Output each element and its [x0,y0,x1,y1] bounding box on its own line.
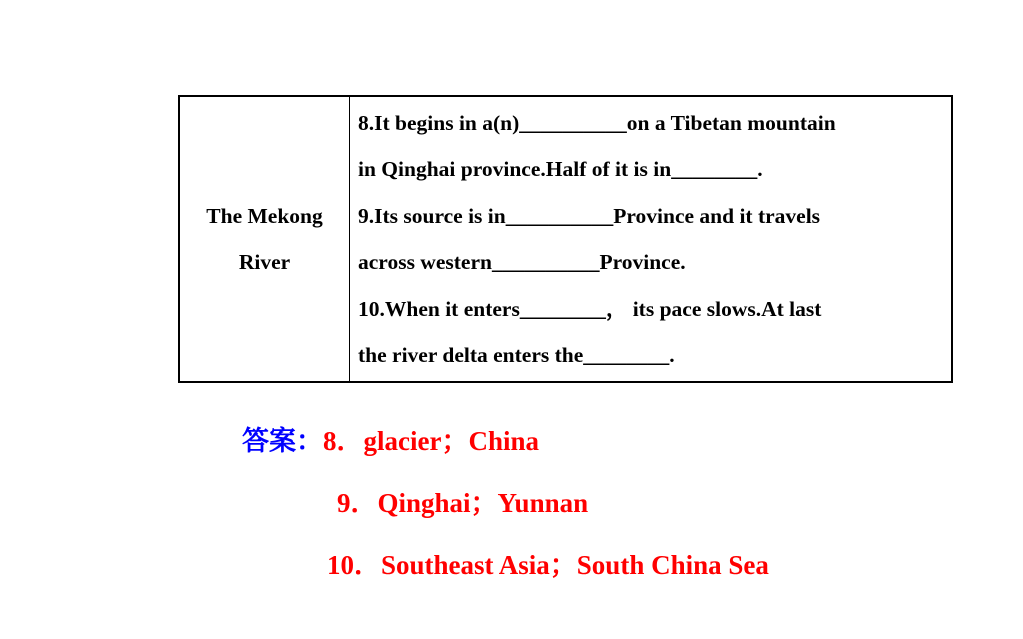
answer-label: 答案： [242,426,323,456]
answer-line-9 [337,481,588,520]
question-9-line2: across western__________Province. [358,250,686,274]
answer-line-8 [242,419,539,458]
table-row [179,96,952,382]
question-8-line1: 8.It begins in a(n)__________on a Tibetan mountain [358,110,836,135]
answer-line-10 [327,543,769,582]
questions-cell [350,96,953,382]
row-label-line1: The Mekong [206,203,323,228]
row-label-line2: River [238,250,291,274]
question-table [178,95,953,383]
answer-8-text: 8．glacier；China [323,426,539,456]
row-label-cell [179,96,350,382]
answer-9-text: 9．Qinghai；Yunnan [337,488,589,518]
answer-10-text: 10．Southeast Asia；South China Sea [327,550,769,580]
question-9-line1: 9.Its source is in__________Province and it travels [358,203,821,228]
question-10-line2: the river delta enters the________. [358,343,675,367]
question-10-line1: 10.When it enters________， its pace slows.At last [358,296,822,321]
question-8-line2: in Qinghai province.Half of it is in________. [358,157,763,181]
